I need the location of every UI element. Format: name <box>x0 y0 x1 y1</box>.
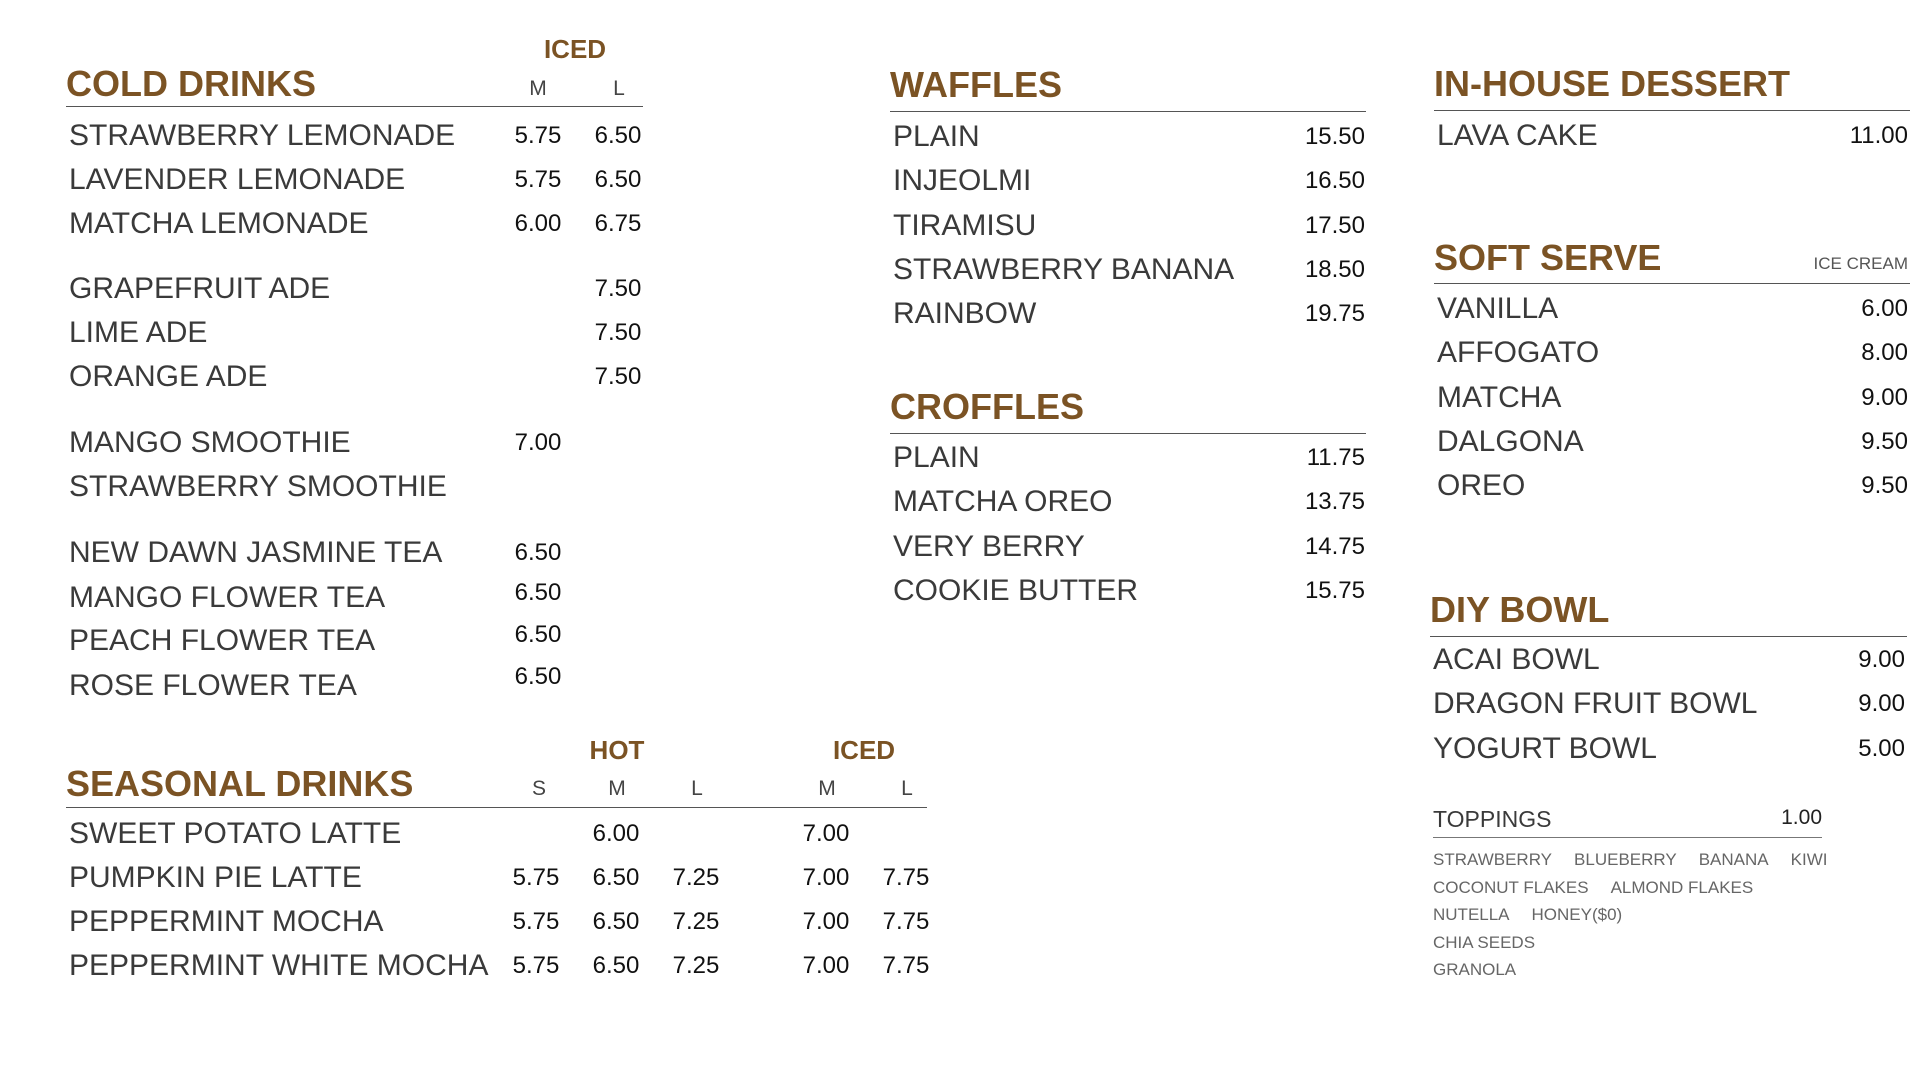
price-hot-s: 5.75 <box>512 864 560 891</box>
menu-item-name: NEW DAWN JASMINE TEA <box>69 536 443 569</box>
cold-drinks-iced-label: ICED <box>543 34 607 64</box>
menu-item-name: PEACH FLOWER TEA <box>69 624 376 657</box>
seasonal-iced-label: ICED <box>832 735 896 765</box>
topping-option: COCONUT FLAKES <box>1433 877 1589 897</box>
menu-item-name: RAINBOW <box>893 297 1037 331</box>
topping-option: BLUEBERRY <box>1574 850 1677 869</box>
soft-serve-ice-cream-note: ICE CREAM <box>1813 254 1908 273</box>
in-house-dessert-rule <box>1434 110 1910 111</box>
seasonal-hot-label: HOT <box>589 735 645 765</box>
menu-item-name: PEPPERMINT MOCHA <box>69 905 384 938</box>
price-hot-s: 5.75 <box>512 952 560 979</box>
toppings-line <box>1433 904 1644 926</box>
seasonal-col-s: S <box>531 777 546 800</box>
price-m: 6.50 <box>514 579 562 606</box>
menu-item-name: ORANGE ADE <box>69 360 268 393</box>
price-l: 7.50 <box>594 363 642 390</box>
menu-item-name: YOGURT BOWL <box>1433 731 1657 765</box>
menu-item-price: 17.50 <box>1304 211 1365 239</box>
menu-item-name: MANGO FLOWER TEA <box>69 581 386 614</box>
menu-item-name: VERY BERRY <box>893 529 1085 563</box>
menu-item-name: MATCHA OREO <box>893 485 1113 519</box>
menu-item-name: OREO <box>1437 469 1526 503</box>
price-iced-l: 7.75 <box>882 952 930 979</box>
croffles-rule <box>890 433 1366 434</box>
price-m: 6.50 <box>514 539 562 566</box>
menu-item-price: 15.50 <box>1304 123 1365 150</box>
price-hot-m: 6.50 <box>592 864 640 891</box>
price-hot-l: 7.25 <box>672 908 720 935</box>
price-hot-m: 6.00 <box>592 820 640 847</box>
menu-item-price: 18.50 <box>1304 255 1365 283</box>
waffles-rule <box>890 111 1366 112</box>
price-m: 6.00 <box>514 210 562 237</box>
seasonal-col-iced-m: M <box>818 777 836 800</box>
toppings-line <box>1433 959 1538 981</box>
menu-item-name: COOKIE BUTTER <box>893 573 1139 607</box>
toppings-label: TOPPINGS <box>1433 806 1552 832</box>
toppings-line <box>1433 877 1775 899</box>
menu-item-price: 16.50 <box>1304 167 1365 195</box>
menu-item-price: 11.75 <box>1306 444 1365 471</box>
price-iced-m: 7.00 <box>802 908 850 935</box>
menu-item-name: PLAIN <box>893 441 980 474</box>
soft-serve-rule <box>1434 283 1910 284</box>
waffles-title: WAFFLES <box>890 64 1062 105</box>
cold-drinks-title: COLD DRINKS <box>66 63 316 104</box>
menu-item-price: 14.75 <box>1304 532 1365 560</box>
toppings-line <box>1433 932 1557 954</box>
menu-item-price: 11.00 <box>1849 122 1908 149</box>
menu-item-price: 13.75 <box>1304 488 1365 516</box>
price-m: 7.00 <box>514 429 562 456</box>
price-l: 6.50 <box>594 166 642 193</box>
price-l: 6.50 <box>594 122 642 149</box>
menu-item-name: SWEET POTATO LATTE <box>69 817 402 850</box>
menu-item-name: MATCHA <box>1437 380 1562 414</box>
menu-item-name: ACAI BOWL <box>1433 643 1600 676</box>
cold-drinks-col-l: L <box>613 77 625 100</box>
topping-option: GRANOLA <box>1433 960 1517 979</box>
price-l: 7.50 <box>594 275 642 302</box>
menu-item-name: STRAWBERRY LEMONADE <box>69 119 456 152</box>
price-m: 6.50 <box>514 621 562 648</box>
price-iced-m: 7.00 <box>802 952 850 979</box>
menu-item-price: 8.00 <box>1861 339 1908 367</box>
menu-item-name: GRAPEFRUIT ADE <box>69 272 331 305</box>
menu-item-name: MANGO SMOOTHIE <box>69 426 351 459</box>
menu-item-name: MATCHA LEMONADE <box>69 207 369 240</box>
toppings-line <box>1433 849 1849 871</box>
menu-item-price: 9.00 <box>1858 690 1905 718</box>
menu-item-name: LAVA CAKE <box>1437 119 1598 152</box>
price-hot-s: 5.75 <box>512 908 560 935</box>
price-hot-m: 6.50 <box>592 952 640 979</box>
menu-item-name: PUMPKIN PIE LATTE <box>69 861 362 894</box>
menu-item-price: 9.50 <box>1861 472 1908 500</box>
menu-item-name: VANILLA <box>1437 292 1559 325</box>
menu-item-price: 6.00 <box>1861 295 1908 322</box>
menu-item-price: 19.75 <box>1304 300 1365 328</box>
seasonal-col-m: M <box>608 777 626 800</box>
price-hot-l: 7.25 <box>672 864 720 891</box>
menu-item-name: TIRAMISU <box>893 208 1037 242</box>
menu-item-name: LAVENDER LEMONADE <box>69 163 406 196</box>
diy-bowl-title: DIY BOWL <box>1430 589 1610 630</box>
seasonal-col-l: L <box>691 777 703 800</box>
menu-item-name: PEPPERMINT WHITE MOCHA <box>69 949 489 982</box>
menu-item-name: LIME ADE <box>69 316 208 349</box>
topping-option: STRAWBERRY <box>1433 850 1553 869</box>
price-iced-l: 7.75 <box>882 908 930 935</box>
menu-item-name: INJEOLMI <box>893 164 1032 198</box>
topping-option: BANANA <box>1698 850 1769 869</box>
cold-drinks-col-m: M <box>529 77 547 100</box>
seasonal-drinks-title: SEASONAL DRINKS <box>66 763 414 804</box>
menu-item-name: PLAIN <box>893 120 980 153</box>
price-m: 6.50 <box>514 663 562 690</box>
seasonal-drinks-rule <box>66 807 927 808</box>
toppings-rule <box>1433 837 1822 838</box>
menu-item-price: 5.00 <box>1858 734 1905 762</box>
price-iced-m: 7.00 <box>802 864 850 891</box>
menu-item-name: ROSE FLOWER TEA <box>69 669 357 702</box>
topping-option: HONEY($0) <box>1531 905 1623 924</box>
topping-option: KIWI <box>1790 850 1828 869</box>
topping-option: NUTELLA <box>1433 905 1510 924</box>
price-m: 5.75 <box>514 122 562 149</box>
price-iced-l: 7.75 <box>882 864 930 891</box>
in-house-dessert-title: IN-HOUSE DESSERT <box>1434 63 1791 104</box>
menu-item-price: 15.75 <box>1304 576 1365 604</box>
menu-item-price: 9.50 <box>1861 427 1908 455</box>
menu-item-price: 9.00 <box>1861 383 1908 411</box>
menu-item-name: STRAWBERRY SMOOTHIE <box>69 470 447 503</box>
croffles-title: CROFFLES <box>890 386 1084 427</box>
toppings-price: 1.00 <box>1781 806 1822 829</box>
diy-bowl-rule <box>1430 636 1907 637</box>
price-m: 5.75 <box>514 166 562 193</box>
price-l: 6.75 <box>594 210 642 237</box>
seasonal-col-iced-l: L <box>901 777 913 800</box>
cold-drinks-rule <box>66 106 643 107</box>
menu-item-name: AFFOGATO <box>1437 336 1600 370</box>
menu-item-name: DRAGON FRUIT BOWL <box>1433 687 1758 721</box>
topping-option: CHIA SEEDS <box>1433 932 1536 952</box>
price-hot-m: 6.50 <box>592 908 640 935</box>
price-l: 7.50 <box>594 319 642 346</box>
price-hot-l: 7.25 <box>672 952 720 979</box>
price-iced-m: 7.00 <box>802 820 850 847</box>
menu-item-name: STRAWBERRY BANANA <box>893 252 1235 286</box>
soft-serve-title: SOFT SERVE <box>1434 237 1662 278</box>
menu-item-name: DALGONA <box>1437 424 1584 458</box>
menu-item-price: 9.00 <box>1858 646 1905 673</box>
topping-option: ALMOND FLAKES <box>1610 877 1754 897</box>
